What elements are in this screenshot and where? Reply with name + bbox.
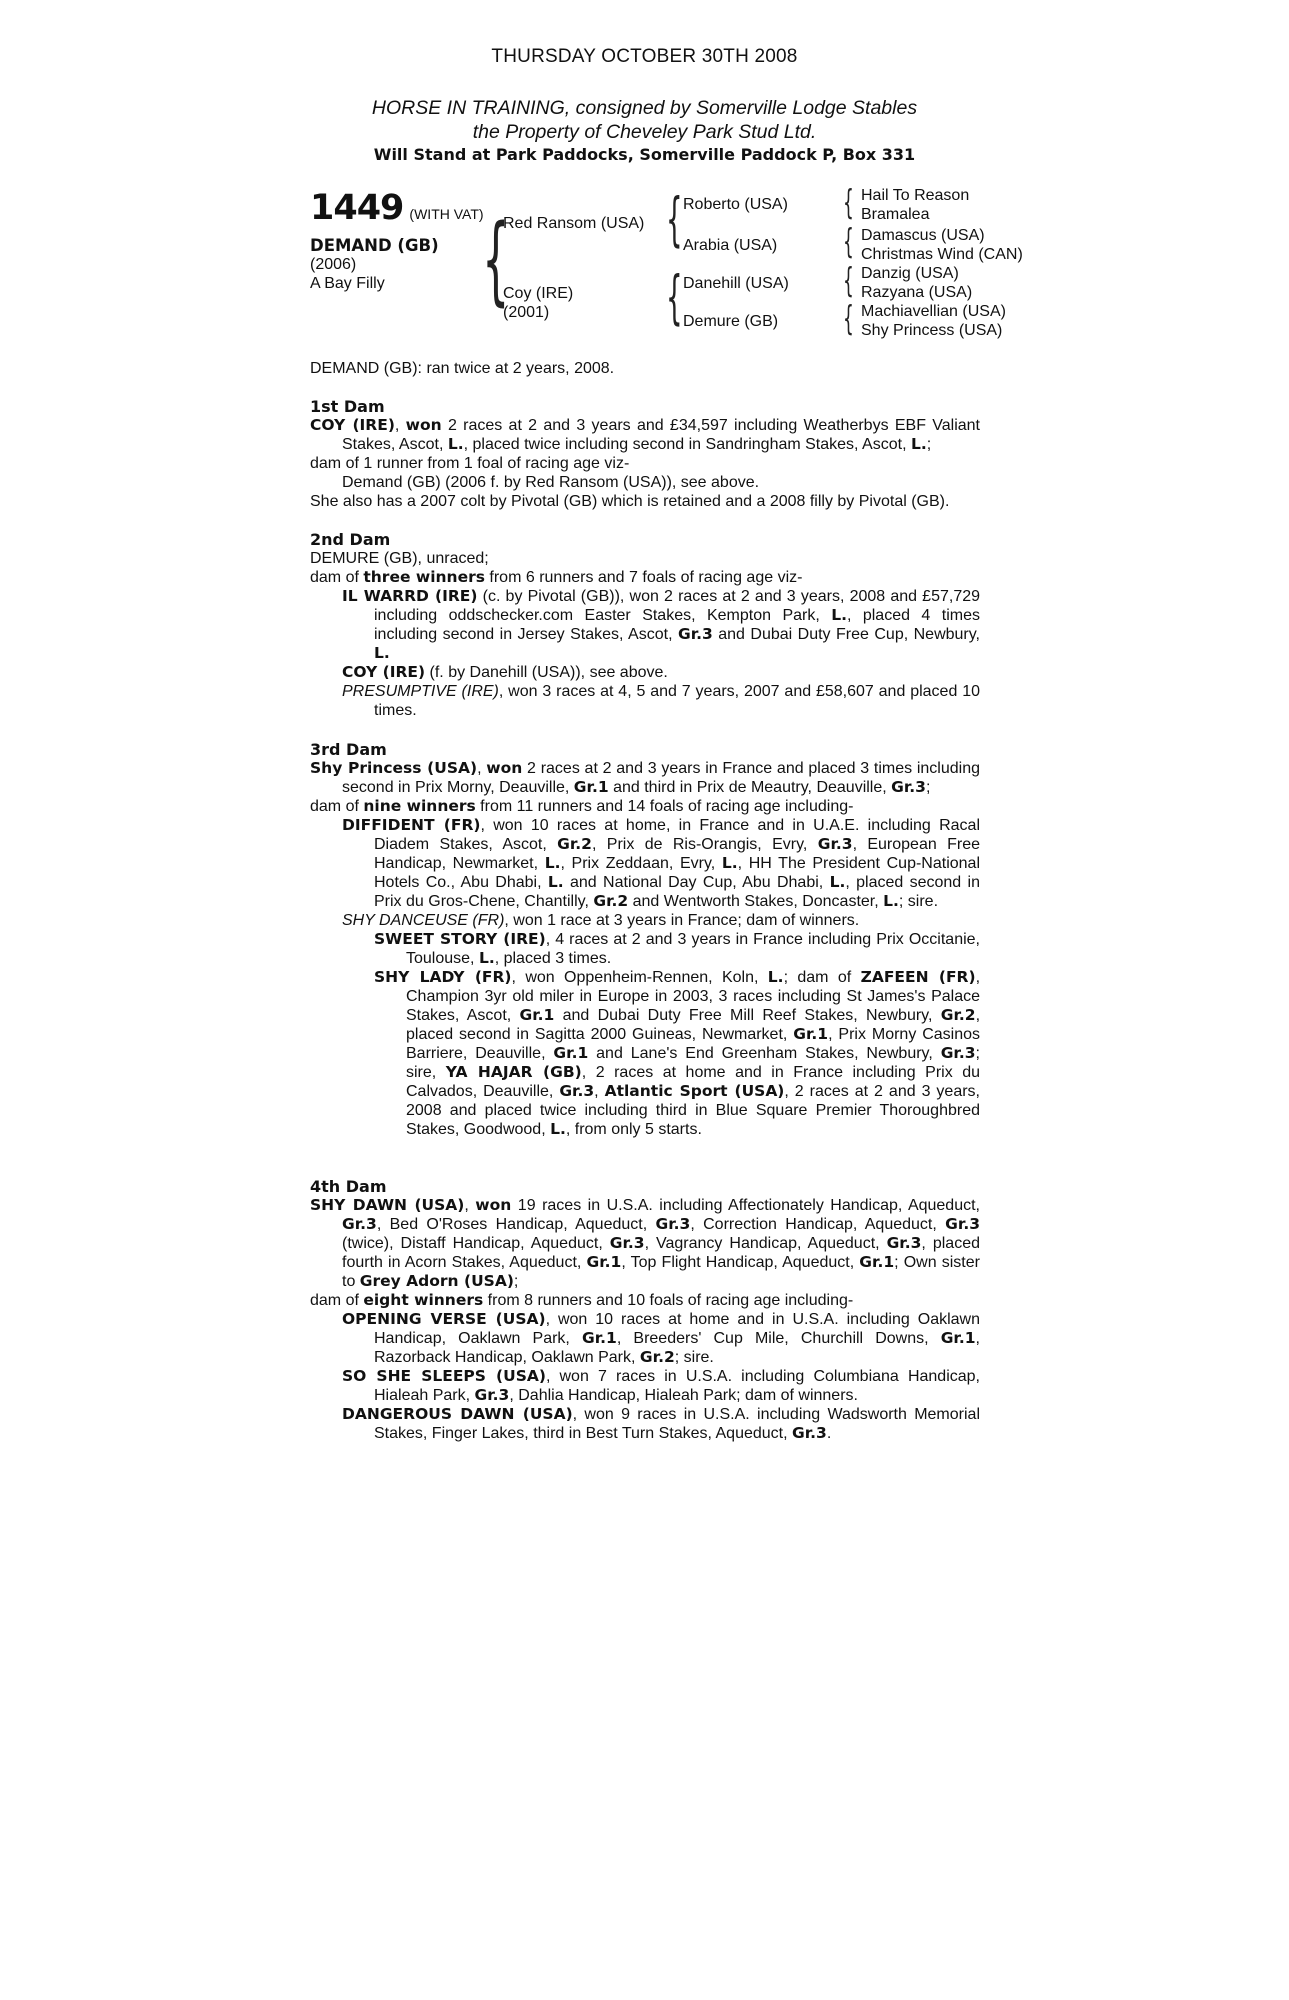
fourth-dam-record: SHY DAWN (USA), won 19 races in U.S.A. including Affectionately Handicap, Aqueduct, Gr.3, Bed O'Roses Handicap, Aqueduct, Gr.3, Correction Handicap, Aqueduct, Gr.3 (twice), Distaff Handicap, Aqueduct, Gr.3, Vagrancy Handicap, Aqueduct, Gr.3, placed fourth in Acorn Stakes, Aqueduct, Gr.1, Top Flight Handicap, Aqueduct, Gr.1; Own sister to Grey Adorn (USA); — [310, 1196, 980, 1290]
pedigree-dam: Coy (IRE) — [503, 285, 574, 302]
pedigree-dsd: Razyana (USA) — [861, 284, 973, 301]
pedigree-sdd: Christmas Wind (CAN) — [861, 246, 1023, 263]
pedigree-sss: Hail To Reason — [861, 187, 970, 204]
pedigree-ssd: Bramalea — [861, 206, 930, 223]
horse-name: DEMAND (GB) — [310, 236, 439, 255]
produce-shy-lady: SHY LADY (FR), won Oppenheim-Rennen, Koln, L.; dam of ZAFEEN (FR), Champion 3yr old miler in Europe in 2003, 3 races including St James's Palace Stakes, Ascot, Gr.1 and Dubai Duty Free Mill Reef Stakes, Newbury, Gr.2, placed second in Sagitta 2000 Guineas, Newmarket, Gr.1, Prix Morny Casinos Barriere, Deauville, Gr.1 and Lane's End Greenham Stakes, Newbury, Gr.3; sire, YA HAJAR (GB), 2 races at home and in France including Prix du Calvados, Deauville, Gr.3, Atlantic Sport (USA), 2 races at 2 and 3 years, 2008 and placed twice including third in Blue Square Premier Thoroughbred Stakes, Goodwood, L., from only 5 starts. — [374, 968, 981, 1138]
pedigree-sire-sire: Roberto (USA) — [683, 196, 788, 213]
lot-number-block — [310, 188, 484, 228]
second-dam-section — [310, 530, 980, 720]
pedigree-ddd: Shy Princess (USA) — [861, 322, 1003, 339]
pedigree-brace-dam: { — [666, 263, 683, 331]
pedigree-brace-sire: { — [666, 185, 683, 253]
consignment-line-2: the Property of Cheveley Park Stud Ltd. — [472, 121, 817, 143]
stand-location: Will Stand at Park Paddocks, Somerville Paddock P, Box 331 — [373, 145, 916, 164]
pedigree-dam-sire: Danehill (USA) — [683, 275, 789, 292]
third-dam-section — [310, 740, 980, 1139]
pedigree-dam-dam: Demure (GB) — [683, 313, 779, 330]
pedigree-sire-dam: Arabia (USA) — [683, 237, 778, 254]
horse-description: A Bay Filly — [310, 275, 385, 292]
produce-presumptive: PRESUMPTIVE (IRE), won 3 races at 4, 5 and 7 years, 2007 and £58,607 and placed 10 times. — [342, 683, 980, 719]
first-dam-heading: 1st Dam — [310, 397, 385, 416]
fourth-dam-produce-intro: dam of eight winners from 8 runners and 10 foals of racing age including- — [310, 1291, 854, 1309]
pedigree-dds: Machiavellian (USA) — [861, 303, 1006, 320]
produce-shy-danceuse: SHY DANCEUSE (FR), won 1 race at 3 years in France; dam of winners. — [342, 912, 860, 929]
produce-sweet-story: SWEET STORY (IRE), 4 races at 2 and 3 years in France including Prix Occitanie, Toulouse, L., placed 3 times. — [374, 930, 980, 967]
first-dam-record: COY (IRE), won 2 races at 2 and 3 years and £34,597 including Weatherbys EBF Valiant Stakes, Ascot, L., placed twice including second in Sandringham Stakes, Ascot, L.; — [310, 416, 981, 453]
sale-date: THURSDAY OCTOBER 30TH 2008 — [491, 46, 798, 67]
produce-coy: COY (IRE) (f. by Danehill (USA)), see above. — [342, 663, 668, 681]
pedigree-brace-main: { — [482, 204, 510, 316]
vat-note: (WITH VAT) — [409, 206, 484, 222]
race-summary: DEMAND (GB): ran twice at 2 years, 2008. — [310, 360, 615, 377]
pedigree-sds: Damascus (USA) — [861, 227, 985, 244]
produce-so-she-sleeps: SO SHE SLEEPS (USA), won 7 races in U.S.A. including Columbiana Handicap, Hialeah Park, Gr.3, Dahlia Handicap, Hialeah Park; dam of winners. — [342, 1367, 981, 1404]
lot-number: 1449 — [310, 188, 404, 228]
second-dam-intro: DEMURE (GB), unraced; — [310, 550, 489, 567]
horse-year: (2006) — [310, 256, 357, 273]
first-dam-also: She also has a 2007 colt by Pivotal (GB) which is retained and a 2008 filly by Pivotal (GB). — [310, 493, 950, 510]
pedigree-dss: Danzig (USA) — [861, 265, 959, 282]
pedigree-dam-year: (2001) — [503, 304, 550, 321]
fourth-dam-heading: 4th Dam — [310, 1177, 387, 1196]
pedigree-sire: Red Ransom (USA) — [503, 215, 645, 232]
pedigree-brace-dd: { — [843, 299, 854, 339]
produce-diffident: DIFFIDENT (FR), won 10 races at home, in France and in U.A.E. including Racal Diadem Stakes, Ascot, Gr.2, Prix de Ris-Orangis, Evry, Gr.3, European Free Handicap, Newmarket, L., Prix Zeddaan, Evry, L., HH The President Cup-National Hotels Co., Abu Dhabi, L. and National Day Cup, Abu Dhabi, L., placed second in Prix du Gros-Chene, Chantilly, Gr.2 and Wentworth Stakes, Doncaster, L.; sire. — [342, 816, 981, 910]
second-dam-heading: 2nd Dam — [310, 530, 391, 549]
first-dam-section — [310, 397, 980, 511]
fourth-dam-section — [310, 1177, 980, 1443]
produce-dangerous-dawn: DANGEROUS DAWN (USA), won 9 races in U.S.A. including Wadsworth Memorial Stakes, Finger Lakes, third in Best Turn Stakes, Aqueduct, Gr.3. — [342, 1405, 980, 1442]
produce-il-warrd: IL WARRD (IRE) (c. by Pivotal (GB)), won 2 races at 2 and 3 years, 2008 and £57,729 including oddschecker.com Easter Stakes, Kempton Park, L., placed 4 times including second in Jersey Stakes, Ascot, Gr.3 and Dubai Duty Free Cup, Newbury, L. — [342, 587, 981, 662]
second-dam-produce-intro: dam of three winners from 6 runners and 7 foals of racing age viz- — [310, 568, 803, 586]
first-dam-produce-intro: dam of 1 runner from 1 foal of racing age viz- — [310, 455, 630, 472]
third-dam-produce-intro: dam of nine winners from 11 runners and 14 foals of racing age including- — [310, 797, 854, 815]
pedigree-brace-ss: { — [843, 183, 854, 223]
third-dam-record: Shy Princess (USA), won 2 races at 2 and 3 years in France and placed 3 times including second in Prix Morny, Deauville, Gr.1 and third in Prix de Meautry, Deauville, Gr.3; — [310, 759, 981, 796]
produce-opening-verse: OPENING VERSE (USA), won 10 races at home and in U.S.A. including Oaklawn Handicap, Oaklawn Park, Gr.1, Breeders' Cup Mile, Churchill Downs, Gr.1, Razorback Handicap, Oaklawn Park, Gr.2; sire. — [342, 1310, 980, 1366]
pedigree-brace-sd: { — [843, 222, 854, 262]
first-dam-produce: Demand (GB) (2006 f. by Red Ransom (USA)), see above. — [342, 474, 760, 491]
third-dam-heading: 3rd Dam — [310, 740, 387, 759]
pedigree-brace-ds: { — [843, 261, 854, 301]
consignment-line-1: HORSE IN TRAINING, consigned by Somerville Lodge Stables — [371, 97, 918, 119]
